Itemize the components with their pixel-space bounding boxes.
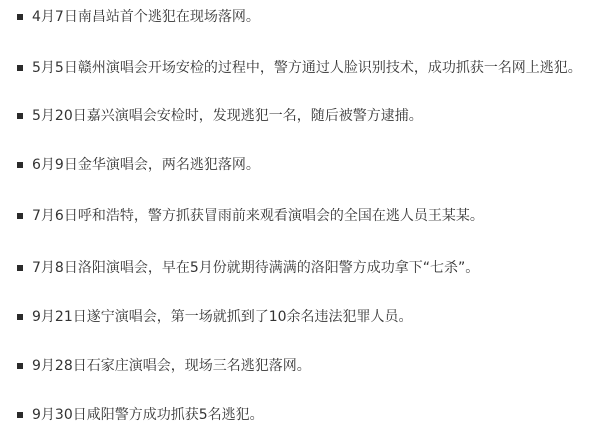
bullet-icon	[17, 412, 23, 418]
bullet-icon	[17, 162, 23, 168]
list-item	[0, 106, 600, 126]
list-item	[0, 258, 600, 278]
list-item-text: 4月7日南昌站首个逃犯在现场落网。	[32, 9, 260, 25]
list-item	[0, 7, 600, 27]
bullet-icon	[17, 213, 23, 219]
list-item-text: 7月8日洛阳演唱会，早在5月份就期待满满的洛阳警方成功拿下“七杀”。	[32, 260, 480, 276]
list-item-text: 9月28日石家庄演唱会，现场三名逃犯落网。	[32, 358, 311, 374]
bullet-icon	[17, 14, 23, 20]
list-item-text: 9月30日咸阳警方成功抓获5名逃犯。	[32, 407, 264, 423]
list-item	[0, 405, 600, 425]
bullet-icon	[17, 265, 23, 271]
list-item	[0, 206, 600, 226]
bullet-icon	[17, 314, 23, 320]
list-item-text: 5月5日赣州演唱会开场安检的过程中，警方通过人脸识别技术，成功抓获一名网上逃犯。	[32, 60, 582, 76]
list-item	[0, 356, 600, 376]
bullet-icon	[17, 363, 23, 369]
list-item-text: 7月6日呼和浩特，警方抓获冒雨前来观看演唱会的全国在逃人员王某某。	[32, 208, 484, 224]
list-item-text: 9月21日遂宁演唱会，第一场就抓到了10余名违法犯罪人员。	[32, 309, 413, 325]
bullet-icon	[17, 113, 23, 119]
list-item	[0, 58, 600, 78]
list-item	[0, 307, 600, 327]
list-item-text: 6月9日金华演唱会，两名逃犯落网。	[32, 157, 260, 173]
bullet-icon	[17, 65, 23, 71]
list-item	[0, 155, 600, 175]
list-item-text: 5月20日嘉兴演唱会安检时，发现逃犯一名，随后被警方逮捕。	[32, 108, 423, 124]
